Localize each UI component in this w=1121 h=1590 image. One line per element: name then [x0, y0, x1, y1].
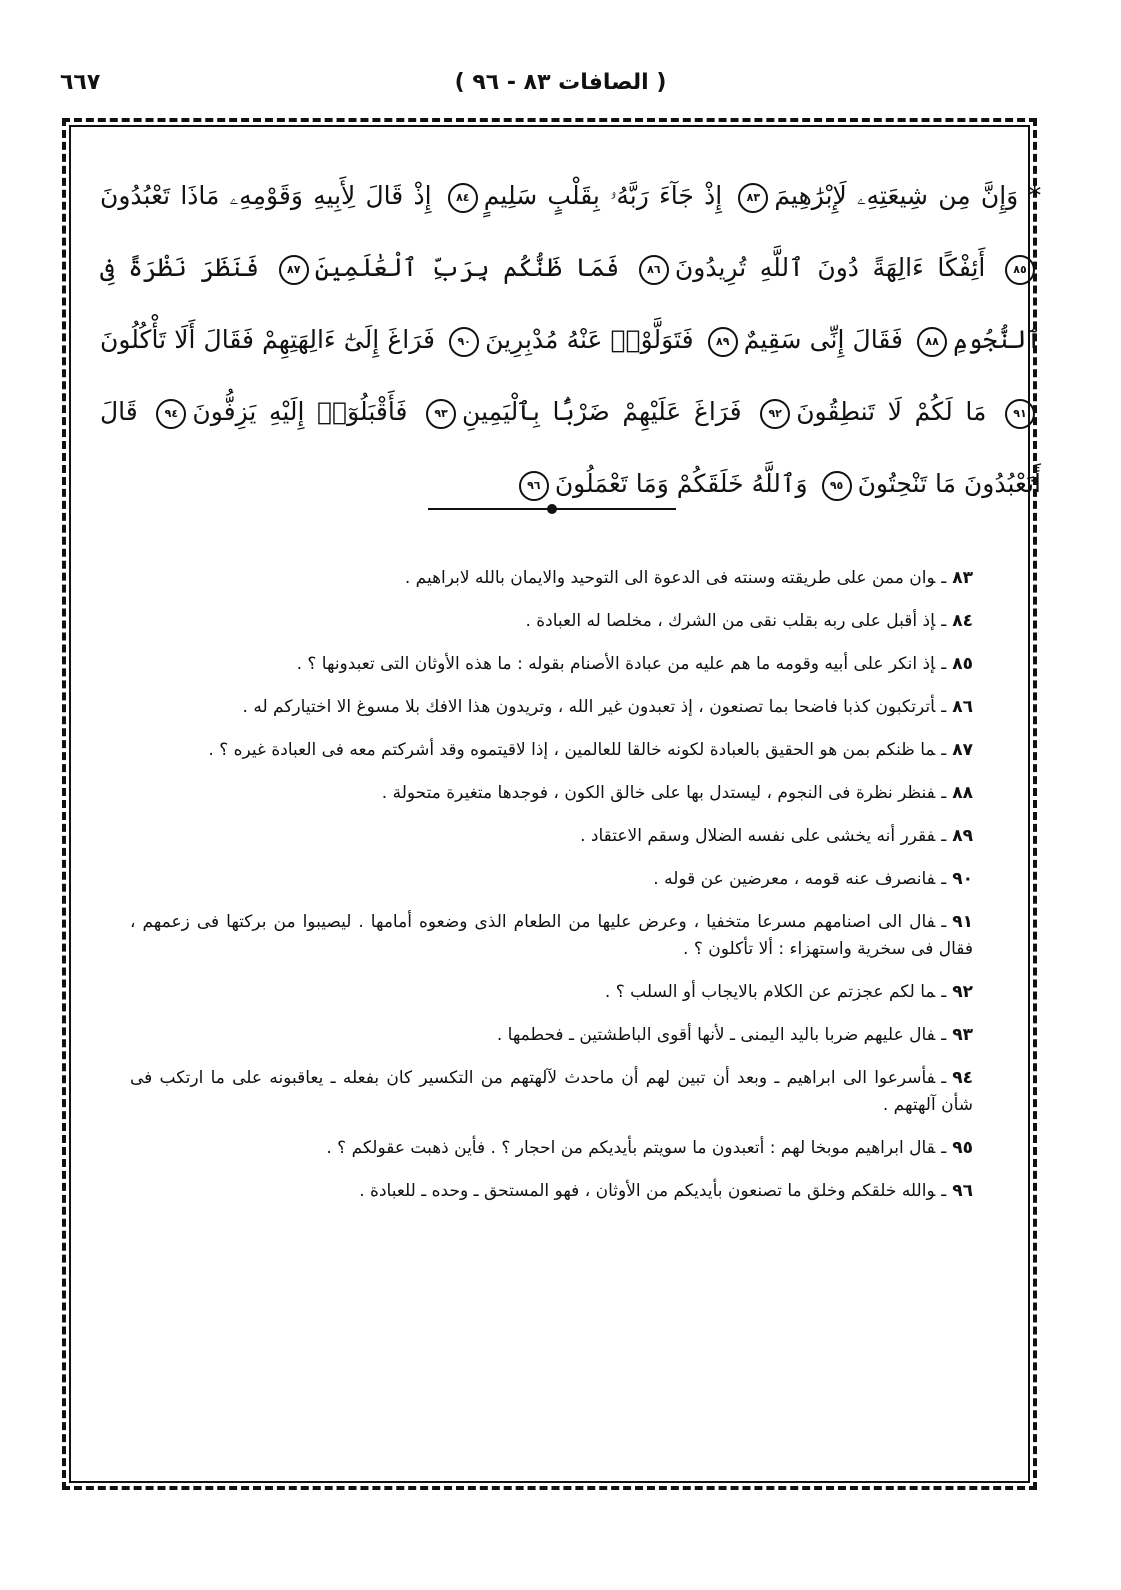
page-header — [60, 70, 1061, 110]
commentary-number: ٨٤ — [952, 611, 973, 631]
commentary-item — [130, 909, 973, 963]
commentary-item — [130, 565, 973, 592]
verse-number-marker: ٨٣ — [738, 183, 768, 213]
commentary-item — [130, 979, 973, 1006]
verse-text: فَمَا ظَنُّكُم بِرَبِّ ٱلْعَٰلَمِينَ — [314, 253, 620, 282]
commentary-number: ٨٧ — [952, 740, 973, 760]
verse-number-marker: ٩٢ — [760, 399, 790, 429]
commentary-dash: ـ — [941, 740, 947, 760]
commentary-number: ٩٥ — [952, 1138, 973, 1158]
commentary-text: إذ أقبل على ربه بقلب نقى من الشرك ، مخلصا له العبادة . — [525, 611, 936, 631]
commentary-list — [130, 565, 973, 1221]
section-divider — [428, 504, 676, 514]
commentary-dash: ـ — [941, 1068, 947, 1088]
commentary-number: ٩٢ — [952, 982, 973, 1002]
commentary-text: إذ انكر على أبيه وقومه ما هم عليه من عبادة الأصنام بقوله : ما هذه الأوثان التى تعبدونها ؟ . — [296, 654, 936, 674]
commentary-item — [130, 866, 973, 893]
verse-text: فَرَاغَ عَلَيْهِمْ ضَرْبًۢا بِٱلْيَمِينِ — [462, 397, 742, 426]
verse-number-marker: ٨٥ — [1005, 255, 1035, 285]
verse-number-marker: ٩٣ — [426, 399, 456, 429]
commentary-text: قال ابراهيم موبخا لهم : أتعبدون ما سويتم بأيديكم من احجار ؟ . فأين ذهبت عقولكم ؟ . — [326, 1138, 936, 1158]
commentary-dash: ـ — [941, 826, 947, 846]
verse-text: فَرَاغَ إِلَىٰٓ ءَالِهَتِهِمْ فَقَالَ أَلَا تَأْكُلُونَ — [100, 325, 435, 354]
verse-text: فَأَقْبَلُوٓا۟ إِلَيْهِ يَزِفُّونَ — [192, 397, 408, 426]
verse-text: فَتَوَلَّوْا۟ عَنْهُ مُدْبِرِينَ — [485, 325, 694, 354]
commentary-number: ٩١ — [952, 912, 973, 932]
commentary-dash: ـ — [941, 1025, 947, 1045]
verse-number-marker: ٩٤ — [156, 399, 186, 429]
commentary-item — [130, 694, 973, 721]
commentary-number: ٩٣ — [952, 1025, 973, 1045]
commentary-text: فال عليهم ضربا باليد اليمنى ـ لأنها أقوى الباطشتين ـ فحطمها . — [496, 1025, 936, 1045]
commentary-number: ٨٥ — [952, 654, 973, 674]
verse-number-marker: ٨٩ — [708, 327, 738, 357]
commentary-text: ما ظنكم بمن هو الحقيق بالعبادة لكونه خالقا للعالمين ، إذا لاقيتموه وقد أشركتم معه فى العبادة غيره ؟ . — [208, 740, 936, 760]
commentary-dash: ـ — [941, 697, 947, 717]
commentary-item — [130, 823, 973, 850]
commentary-number: ٨٩ — [952, 826, 973, 846]
commentary-text: أترتكبون كذبا فاضحا بما تصنعون ، إذ تعبدون غير الله ، وتريدون هذا الافك بلا مسوغ الا اختياركم له . — [242, 697, 936, 717]
commentary-dash: ـ — [941, 783, 947, 803]
commentary-dash: ـ — [941, 982, 947, 1002]
commentary-item — [130, 1022, 973, 1049]
commentary-text: ما لكم عجزتم عن الكلام بالايجاب أو السلب ؟ . — [604, 982, 936, 1002]
commentary-number: ٨٣ — [952, 568, 973, 588]
commentary-number: ٩٠ — [952, 869, 973, 889]
commentary-dash: ـ — [941, 912, 947, 932]
verse-number-marker: ٩١ — [1005, 399, 1035, 429]
verse-text: مَا لَكُمْ لَا تَنطِقُونَ — [796, 397, 987, 426]
verse-number-marker: ٩٠ — [449, 327, 479, 357]
verse-number-marker: ٨٧ — [279, 255, 309, 285]
verse-text: قَالَ أَتَعْبُدُونَ مَا تَنْحِتُونَ — [100, 397, 1041, 498]
commentary-item — [130, 1135, 973, 1162]
commentary-dash: ـ — [941, 654, 947, 674]
commentary-text: فأسرعوا الى ابراهيم ـ وبعد أن تبين لهم أن ماحدث لآلهتهم من التكسير كان بفعله ـ يعاقبونه على ما ارتكب فى شأن آلهتهم . — [130, 1068, 973, 1115]
divider-dot-icon — [547, 504, 557, 514]
commentary-dash: ـ — [941, 1181, 947, 1201]
verse-text: إِذْ جَآءَ رَبَّهُۥ بِقَلْبٍ سَلِيمٍ — [483, 181, 723, 210]
commentary-number: ٩٤ — [952, 1068, 973, 1088]
commentary-dash: ـ — [941, 869, 947, 889]
commentary-dash: ـ — [941, 568, 947, 588]
verse-text: * وَإِنَّ مِن شِيعَتِهِۦ لَإِبْرَٰهِيمَ — [774, 181, 1041, 210]
commentary-number: ٩٦ — [952, 1181, 973, 1201]
commentary-text: فانصرف عنه قومه ، معرضين عن قوله . — [653, 869, 936, 889]
commentary-item — [130, 780, 973, 807]
verse-text: فَنَظَرَ نَظْرَةً فِى ٱلنُّجُومِ — [100, 253, 1041, 354]
verse-number-marker: ٨٨ — [917, 327, 947, 357]
commentary-number: ٨٦ — [952, 697, 973, 717]
commentary-text: والله خلقكم وخلق ما تصنعون بأيديكم من الأوثان ، فهو المستحق ـ وحده ـ للعبادة . — [359, 1181, 936, 1201]
verse-text: إِذْ قَالَ لِأَبِيهِ وَقَوْمِهِۦ مَاذَا تَعْبُدُونَ — [100, 181, 432, 210]
verse-number-marker: ٩٥ — [822, 471, 852, 501]
commentary-number: ٨٨ — [952, 783, 973, 803]
commentary-item — [130, 1178, 973, 1205]
commentary-item — [130, 651, 973, 678]
commentary-text: فقرر أنه يخشى على نفسه الضلال وسقم الاعتقاد . — [580, 826, 936, 846]
verse-text: أَئِفْكًا ءَالِهَةً دُونَ ٱللَّهِ تُرِيدُونَ — [674, 253, 986, 282]
commentary-item — [130, 737, 973, 764]
commentary-text: فال الى اصنامهم مسرعا متخفيا ، وعرض عليها من الطعام الذى وضعوه أمامها . ليصيبوا من بركتها فى زعمهم ، فقال فى سخرية واستهزاء : ألا تأكلون ؟ . — [130, 912, 973, 959]
verse-text: فَقَالَ إِنِّى سَقِيمٌ — [743, 325, 903, 354]
page-number: ٦٦٧ — [60, 70, 101, 95]
verse-number-marker: ٩٦ — [519, 471, 549, 501]
commentary-dash: ـ — [941, 611, 947, 631]
commentary-item — [130, 1065, 973, 1119]
commentary-item — [130, 608, 973, 635]
commentary-text: وان ممن على طريقته وسنته فى الدعوة الى التوحيد والايمان بالله لابراهيم . — [404, 568, 936, 588]
quran-verses-block — [100, 160, 1041, 520]
commentary-text: فنظر نظرة فى النجوم ، ليستدل بها على خالق الكون ، فوجدها متغيرة متحولة . — [381, 783, 936, 803]
verse-number-marker: ٨٤ — [448, 183, 478, 213]
verse-text: وَٱللَّهُ خَلَقَكُمْ وَمَا تَعْمَلُونَ — [554, 469, 808, 498]
verse-number-marker: ٨٦ — [639, 255, 669, 285]
surah-reference: ( الصافات ٨٣ - ٩٦ ) — [454, 70, 667, 95]
commentary-dash: ـ — [941, 1138, 947, 1158]
